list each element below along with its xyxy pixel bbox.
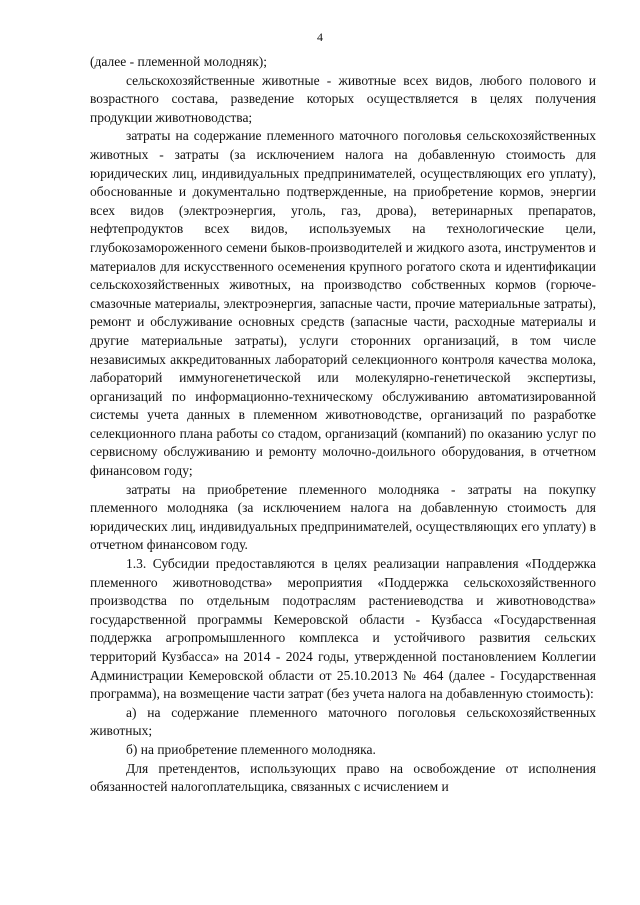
paragraph: затраты на содержание племенного маточного поголовья сельскохозяйственных животных - затраты (за исключением налога на добавленную стоимость для юридических лиц, индивидуальных предпринимателей, осуществляющих его уплату), обоснованные и документально подтвержденные, на приобретение кормов, энергии всех видов (электроэнергия, уголь, газ, дрова), ветеринарных препаратов, нефтепродуктов всех видов, используемых на технологические цели, глубокозамороженного семени быков-производителей и жидкого азота, инструментов и материалов для искусственного осеменения крупного рогатого скота и идентификации сельскохозяйственных животных, на производство собственных кормов (горюче-смазочные материалы, электроэнергия, запасные части, прочие материальные затраты), ремонт и обслуживание основных средств (запасные части, расходные материалы и другие материальные затраты), услуги сторонних организаций, в том числе независимых аккредитованных лабораторий селекционного контроля качества молока, лабораторий иммуногенетической или молекулярно-генетической экспертизы, организаций по информационно-техническому обслуживанию автоматизированной системы учета данных в племенном животноводстве, организаций по разработке селекционного плана работы со стадом, организаций (компаний) по оказанию услуг по сервисному обслуживанию и ремонту молочно-доильного оборудования, в отчетном финансовом году;: [90, 128, 596, 479]
paragraph: 1.3. Субсидии предоставляются в целях реализации направления «Поддержка племенного животноводства» мероприятия «Поддержка сельскохозяйственного производства по отдельным подотраслям растениеводства и животноводства» государственной программы Кемеровской области - Кузбасса «Государственная поддержка агропромышленного комплекса и устойчивого развития сельских территорий Кузбасса» на 2014 - 2024 годы, утвержденной постановлением Коллегии Администрации Кемеровской области от 25.10.2013 № 464 (далее - Государственная программа), на возмещение части затрат (без учета налога на добавленную стоимость):: [90, 556, 596, 702]
paragraph: сельскохозяйственные животные - животные всех видов, любого полового и возрастного состава, разведение которых осуществляется в целях получения продукции животноводства;: [90, 72, 596, 125]
paragraph: (далее - племенной молодняк);: [90, 54, 268, 69]
paragraph: а) на содержание племенного маточного поголовья сельскохозяйственных животных;: [90, 704, 596, 739]
paragraph: б) на приобретение племенного молодняка.: [126, 741, 376, 757]
paragraph: затраты на приобретение племенного молодняка - затраты на покупку племенного молодняка (за исключением налога на добавленную стоимость для юридических лиц, индивидуальных предпринимателей, осуществляющих его уплату) в отчетном финансовом году.: [90, 481, 596, 553]
document-body: [90, 53, 596, 797]
paragraph: Для претендентов, использующих право на освобождение от исполнения обязанностей налогоплательщика, связанных с исчислением и: [90, 760, 596, 795]
page-number: 4: [317, 30, 323, 44]
